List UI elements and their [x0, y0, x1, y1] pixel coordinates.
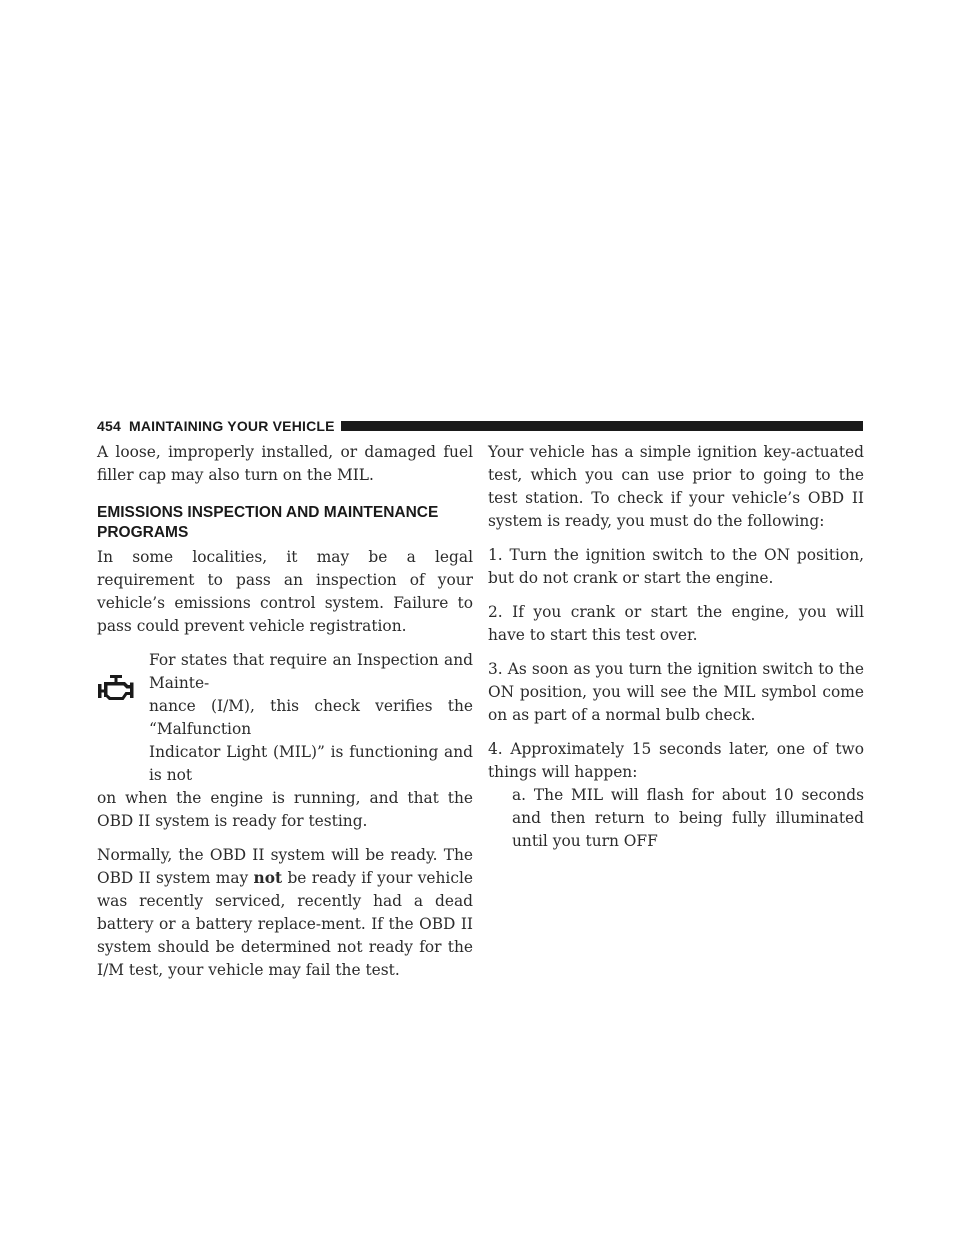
header-rule — [341, 421, 863, 431]
mil-line-2: nance (I/M), this check verifies the “Malfunction — [149, 697, 473, 738]
check-engine-icon — [97, 673, 137, 705]
page-header — [97, 418, 863, 434]
mil-paragraph-rest: on when the engine is running, and that the OBD II system is ready for testing. — [97, 789, 473, 830]
mil-line-3: Indicator Light (MIL)” is functioning and is not — [149, 743, 473, 784]
page-number: 454 — [97, 418, 121, 434]
step-2: 2. If you crank or start the engine, you will have to start this test over. — [488, 603, 864, 644]
readiness-paragraph — [97, 844, 473, 982]
step-1: 1. Turn the ignition switch to the ON position, but do not crank or start the engine. — [488, 546, 864, 587]
section-heading: EMISSIONS INSPECTION AND MAINTENANCE PROGRAMS — [97, 504, 439, 541]
mil-line-1: For states that require an Inspection and Mainte- — [149, 651, 473, 692]
step-4: 4. Approximately 15 seconds later, one of two things will happen: — [488, 740, 864, 781]
readiness-text-start: Normally, the OBD II system will be ready. The OBD II system may — [97, 846, 473, 887]
left-column — [97, 441, 473, 993]
mil-paragraph — [97, 649, 473, 833]
right-column — [488, 441, 864, 853]
intro-paragraph: A loose, improperly installed, or damaged fuel filler cap may also turn on the MIL. — [97, 443, 473, 484]
emphasis-not: not — [253, 869, 283, 887]
step-4a: a. The MIL will flash for about 10 seconds and then return to being fully illuminated until you turn OFF — [512, 786, 864, 850]
test-intro-paragraph: Your vehicle has a simple ignition key-actuated test, which you can use prior to going to the test station. To check if your vehicle’s OBD II system is ready, you must do the following: — [488, 443, 864, 530]
readiness-text-end: be ready if your vehicle was recently serviced, recently had a dead battery or a battery replace-ment. If the OBD II system should be determined not ready for the I/M test, your vehicle may fail the test. — [97, 869, 473, 979]
section-title: MAINTAINING YOUR VEHICLE — [128, 418, 335, 434]
requirement-paragraph: In some localities, it may be a legal requirement to pass an inspection of your vehicle’s emissions control system. Failure to pass could prevent vehicle registration. — [97, 548, 473, 635]
step-3: 3. As soon as you turn the ignition switch to the ON position, you will see the MIL symbol come on as part of a normal bulb check. — [488, 660, 864, 724]
